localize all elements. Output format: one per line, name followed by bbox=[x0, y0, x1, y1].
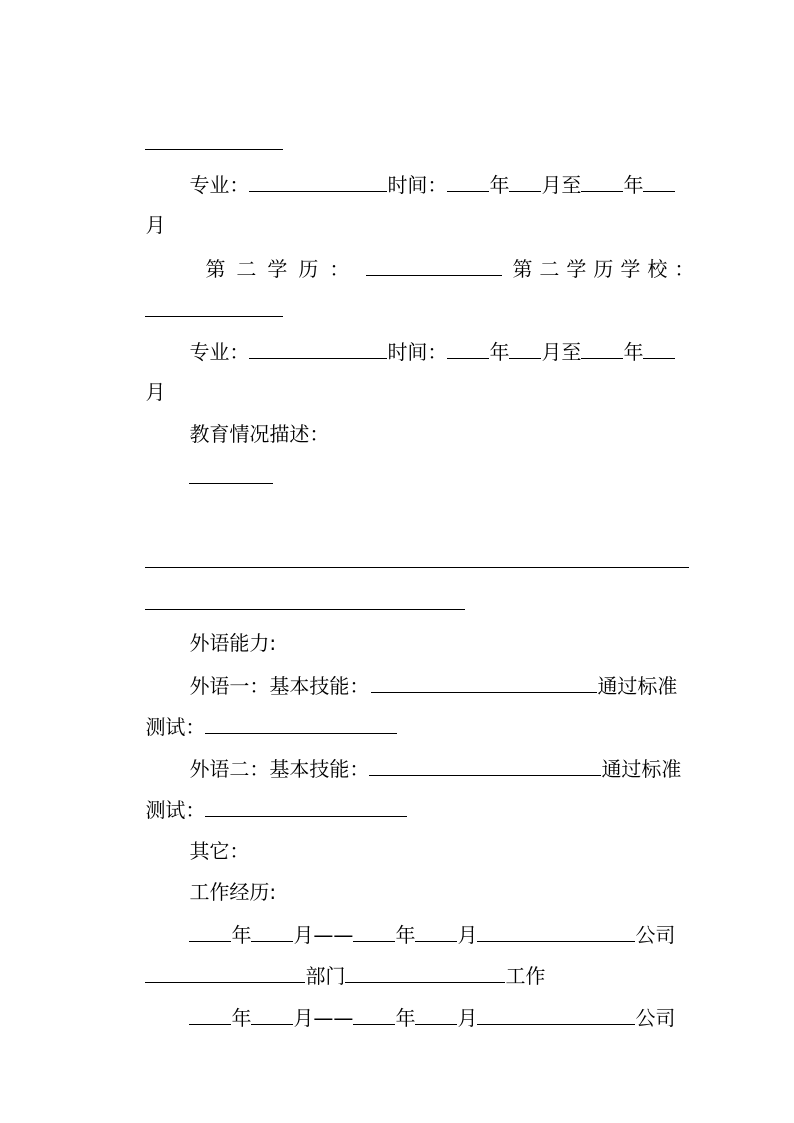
edu-desc-blank bbox=[164, 440, 273, 513]
year-label: 年 bbox=[395, 923, 416, 947]
month-label: 月 bbox=[457, 1006, 478, 1030]
year-field[interactable] bbox=[581, 172, 623, 192]
month-field[interactable] bbox=[415, 1005, 457, 1025]
month-label: 月 bbox=[145, 380, 166, 404]
lang-ability-label: 外语能力: bbox=[189, 631, 277, 655]
time-label: 时间： bbox=[387, 340, 448, 364]
month-field[interactable] bbox=[643, 339, 675, 359]
year-field[interactable] bbox=[189, 1005, 231, 1025]
major-field[interactable] bbox=[249, 339, 387, 359]
edu-desc-field-long[interactable] bbox=[145, 548, 689, 568]
other-label: 其它： bbox=[189, 839, 250, 863]
lang2-test-field[interactable] bbox=[205, 797, 407, 817]
department-label: 部门 bbox=[305, 964, 346, 988]
company-label: 公司 bbox=[635, 923, 676, 947]
lang1-label: 外语一：基本技能： bbox=[189, 674, 370, 698]
fill-blank[interactable] bbox=[145, 297, 283, 317]
year-label: 年 bbox=[231, 923, 252, 947]
month-field[interactable] bbox=[251, 1005, 293, 1025]
year-label: 年 bbox=[231, 1006, 252, 1030]
major-label: 专业： bbox=[189, 340, 250, 364]
edu-desc-label: 教育情况描述： bbox=[189, 422, 330, 446]
company-label: 公司 bbox=[635, 1006, 676, 1030]
second-degree-field[interactable] bbox=[366, 256, 502, 276]
month-to-label: 月至 bbox=[541, 340, 582, 364]
year-field[interactable] bbox=[447, 339, 489, 359]
pass-standard-label: 通过标准 bbox=[597, 674, 678, 698]
lang2-label: 外语二：基本技能： bbox=[189, 757, 370, 781]
work-label: 工作 bbox=[505, 964, 546, 988]
work-label: 工作经历: bbox=[189, 880, 277, 904]
month-wrap bbox=[120, 356, 165, 428]
month-dash-label: 月—— bbox=[293, 923, 354, 947]
time-label: 时间： bbox=[387, 173, 448, 197]
edu-desc-field[interactable] bbox=[189, 464, 273, 484]
month-label: 月 bbox=[457, 923, 478, 947]
lang1-test-field[interactable] bbox=[205, 714, 397, 734]
fill-blank[interactable] bbox=[145, 130, 283, 150]
year-label: 年 bbox=[489, 173, 510, 197]
month-field[interactable] bbox=[643, 172, 675, 192]
department-field[interactable] bbox=[145, 963, 305, 983]
year-field[interactable] bbox=[581, 339, 623, 359]
year-label: 年 bbox=[623, 173, 644, 197]
year-label: 年 bbox=[395, 1006, 416, 1030]
month-field[interactable] bbox=[509, 172, 541, 192]
work-row-2 bbox=[164, 981, 675, 1054]
year-label: 年 bbox=[489, 340, 510, 364]
job-field[interactable] bbox=[345, 963, 505, 983]
month-to-label: 月至 bbox=[541, 173, 582, 197]
major-field[interactable] bbox=[249, 172, 387, 192]
year-label: 年 bbox=[623, 340, 644, 364]
month-wrap bbox=[120, 189, 165, 261]
test-label: 测试： bbox=[145, 715, 206, 739]
company-field[interactable] bbox=[477, 1005, 635, 1025]
pass-standard-label: 通过标准 bbox=[601, 757, 682, 781]
month-dash-label: 月—— bbox=[293, 1006, 354, 1030]
second-degree-label: 第二学历： bbox=[205, 257, 361, 281]
major-time-row-2 bbox=[164, 315, 675, 388]
major-label: 专业： bbox=[189, 173, 250, 197]
lang1-skill-field[interactable] bbox=[371, 673, 597, 693]
major-time-row-1 bbox=[164, 148, 675, 221]
month-field[interactable] bbox=[509, 339, 541, 359]
year-field[interactable] bbox=[353, 1005, 395, 1025]
second-school-label: 第二学历学校： bbox=[512, 257, 702, 281]
test-label: 测试： bbox=[145, 798, 206, 822]
year-field[interactable] bbox=[447, 172, 489, 192]
month-label: 月 bbox=[145, 213, 166, 237]
